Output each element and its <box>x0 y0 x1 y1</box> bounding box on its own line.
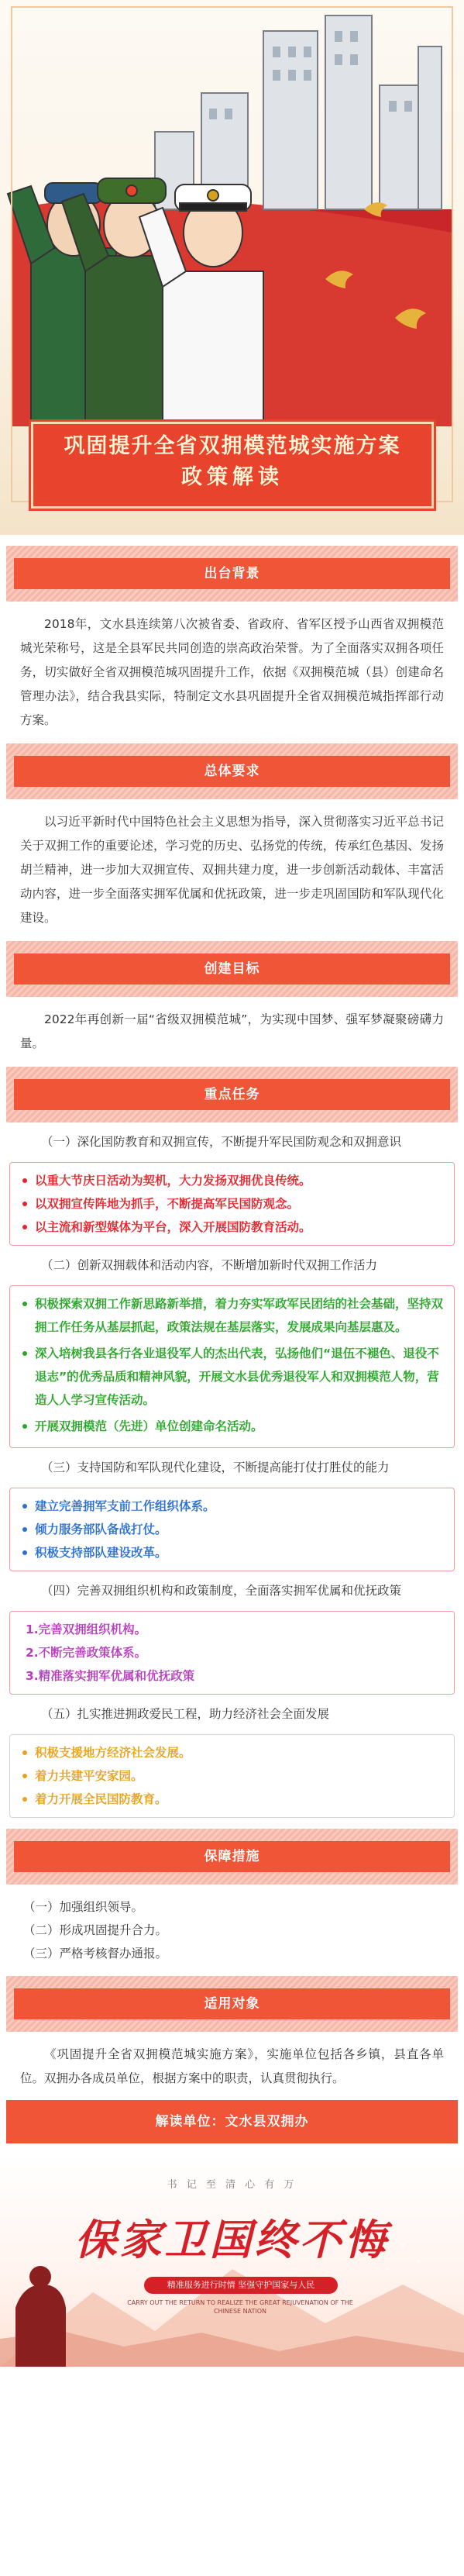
section-title: 总体要求 <box>14 756 450 787</box>
section-title: 出台背景 <box>14 558 450 589</box>
list-item: 着力共建平安家园。 <box>22 1764 443 1788</box>
list-item: 以双拥宣传阵地为抓手，不断提高军民国防观念。 <box>22 1192 443 1216</box>
overall-paragraph: 以习近平新时代中国特色社会主义思想为指导，深入贯彻落实习近平总书记关于双拥工作的重要论述，学习党的历史、弘扬党的传统，传承红色基因、发扬胡兰精神，进一步加大双拥宣传、双拥共建力度，进一步创新活动载体、丰富活动内容，进一步全面落实拥军优属和优抚政策，进一步走巩固国防和军队现代化建设。 <box>20 815 444 925</box>
list-item: 深入培树我县各行各业退役军人的杰出代表，弘扬他们“退伍不褪色、退役不退志”的优秀品质和精神风貌，开展文水县优秀退役军人和双拥模范人物，营造人人学习宣传活动。 <box>22 1342 443 1412</box>
goal-paragraph: 2022年再创新一届“省级双拥模范城”，为实现中国梦、强军梦凝聚磅礴力量。 <box>20 1012 444 1050</box>
task-group-5-box <box>9 1734 455 1818</box>
list-item: （一）加强组织领导。 <box>23 1900 144 1914</box>
list-item: 1.完善双拥组织机构。 <box>26 1623 147 1636</box>
list-item: 倾力服务部队备战打仗。 <box>22 1518 443 1541</box>
task-group-4-title: （四）完善双拥组织机构和政策制度，全面落实拥军优属和优抚政策 <box>41 1584 402 1598</box>
section-header-goal <box>6 941 458 997</box>
section-header-scope <box>6 1976 458 2032</box>
task-group-3-box <box>9 1488 455 1571</box>
hero-title: 巩固提升全省双拥模范城实施方案 <box>64 434 401 458</box>
section-title: 重点任务 <box>14 1079 450 1110</box>
soldier-silhouette <box>15 2266 66 2367</box>
list-item: 积极支持部队建设改革。 <box>22 1541 443 1564</box>
list-item: 3.精准落实拥军优属和优抚政策 <box>26 1669 195 1683</box>
section-title: 创建目标 <box>14 953 450 985</box>
task-group-4-box <box>9 1611 455 1695</box>
list-item: （三）严格考核督办通报。 <box>23 1947 168 1960</box>
interpreter-banner: 解读单位：文水县双拥办 <box>6 2100 458 2143</box>
background-paragraph: 2018年，文水县连续第八次被省委、省政府、省军区授予山西省双拥模范城光荣称号，这是全县军民共同创造的崇高政治荣誉。为了全面落实双拥各项任务，切实做好全省双拥模范城巩固提升工作，依据《双拥模范城（县）创建命名管理办法》，结合我县实际，特制定文水县巩固提升全省双拥模范城指挥部行动方案。 <box>20 617 444 727</box>
list-item: 以重大节庆日活动为契机，大力发扬双拥优良传统。 <box>22 1169 443 1192</box>
list-item: 积极支援地方经济社会发展。 <box>22 1741 443 1764</box>
list-item: 2.不断完善政策体系。 <box>26 1646 147 1660</box>
hero-subtitle: 政策解读 <box>181 465 284 489</box>
section-header-overall <box>6 743 458 799</box>
task-group-2-title: （二）创新双拥载体和活动内容，不断增加新时代双拥工作活力 <box>41 1258 378 1272</box>
section-title: 保障措施 <box>14 1841 450 1872</box>
list-item: 开展双拥模范（先进）单位创建命名活动。 <box>22 1415 443 1438</box>
task-group-1-box <box>9 1162 455 1246</box>
measures-list <box>0 1885 464 1965</box>
list-item: 着力开展全民国防教育。 <box>22 1788 443 1811</box>
section-header-background <box>6 546 458 602</box>
task-group-3-title: （三）支持国防和军队现代化建设，不断提高能打仗打胜仗的能力 <box>41 1460 390 1474</box>
scope-paragraph: 《巩固提升全省双拥模范城实施方案》，实施单位包括各乡镇，县直各单位。双拥办各成员单位，根据方案中的职责，认真贯彻执行。 <box>20 2047 444 2085</box>
task-group-2-box <box>9 1285 455 1448</box>
poster-slogan-badge: 精准服务进行时情 坚强守护国家与人民 <box>144 2277 338 2294</box>
list-item: （二）形成巩固提升合力。 <box>23 1923 168 1937</box>
section-header-measures <box>6 1829 458 1885</box>
list-item: 积极探索双拥工作新思路新举措，着力夯实军政军民团结的社会基础，坚持双拥工作任务从基层抓起，政策法规在基层落实，发展成果向基层惠及。 <box>22 1292 443 1339</box>
task-group-1-title: （一）深化国防教育和双拥宣传，不断提升军民国防观念和双拥意识 <box>41 1135 402 1149</box>
poster-main-slogan: 保家卫国终不悔 <box>74 2215 390 2264</box>
task-group-5-title: （五）扎实推进拥政爱民工程，助力经济社会全面发展 <box>41 1707 330 1721</box>
section-title: 适用对象 <box>14 1988 450 2019</box>
section-header-tasks <box>6 1067 458 1122</box>
poster-english-line: CARRY OUT THE RETURN TO REALIZE THE GREAT REJUVENATION OF THE CHINESE NATION <box>127 2299 353 2315</box>
poster-small-text: 书 记 至 清 心 有 万 <box>167 2179 297 2191</box>
hero-poster <box>0 0 464 535</box>
list-item: 建立完善拥军支前工作组织体系。 <box>22 1495 443 1518</box>
list-item: 以主流和新型媒体为平台，深入开展国防教育活动。 <box>22 1216 443 1239</box>
footer-poster <box>0 2153 464 2367</box>
hero-title-banner <box>31 422 434 509</box>
